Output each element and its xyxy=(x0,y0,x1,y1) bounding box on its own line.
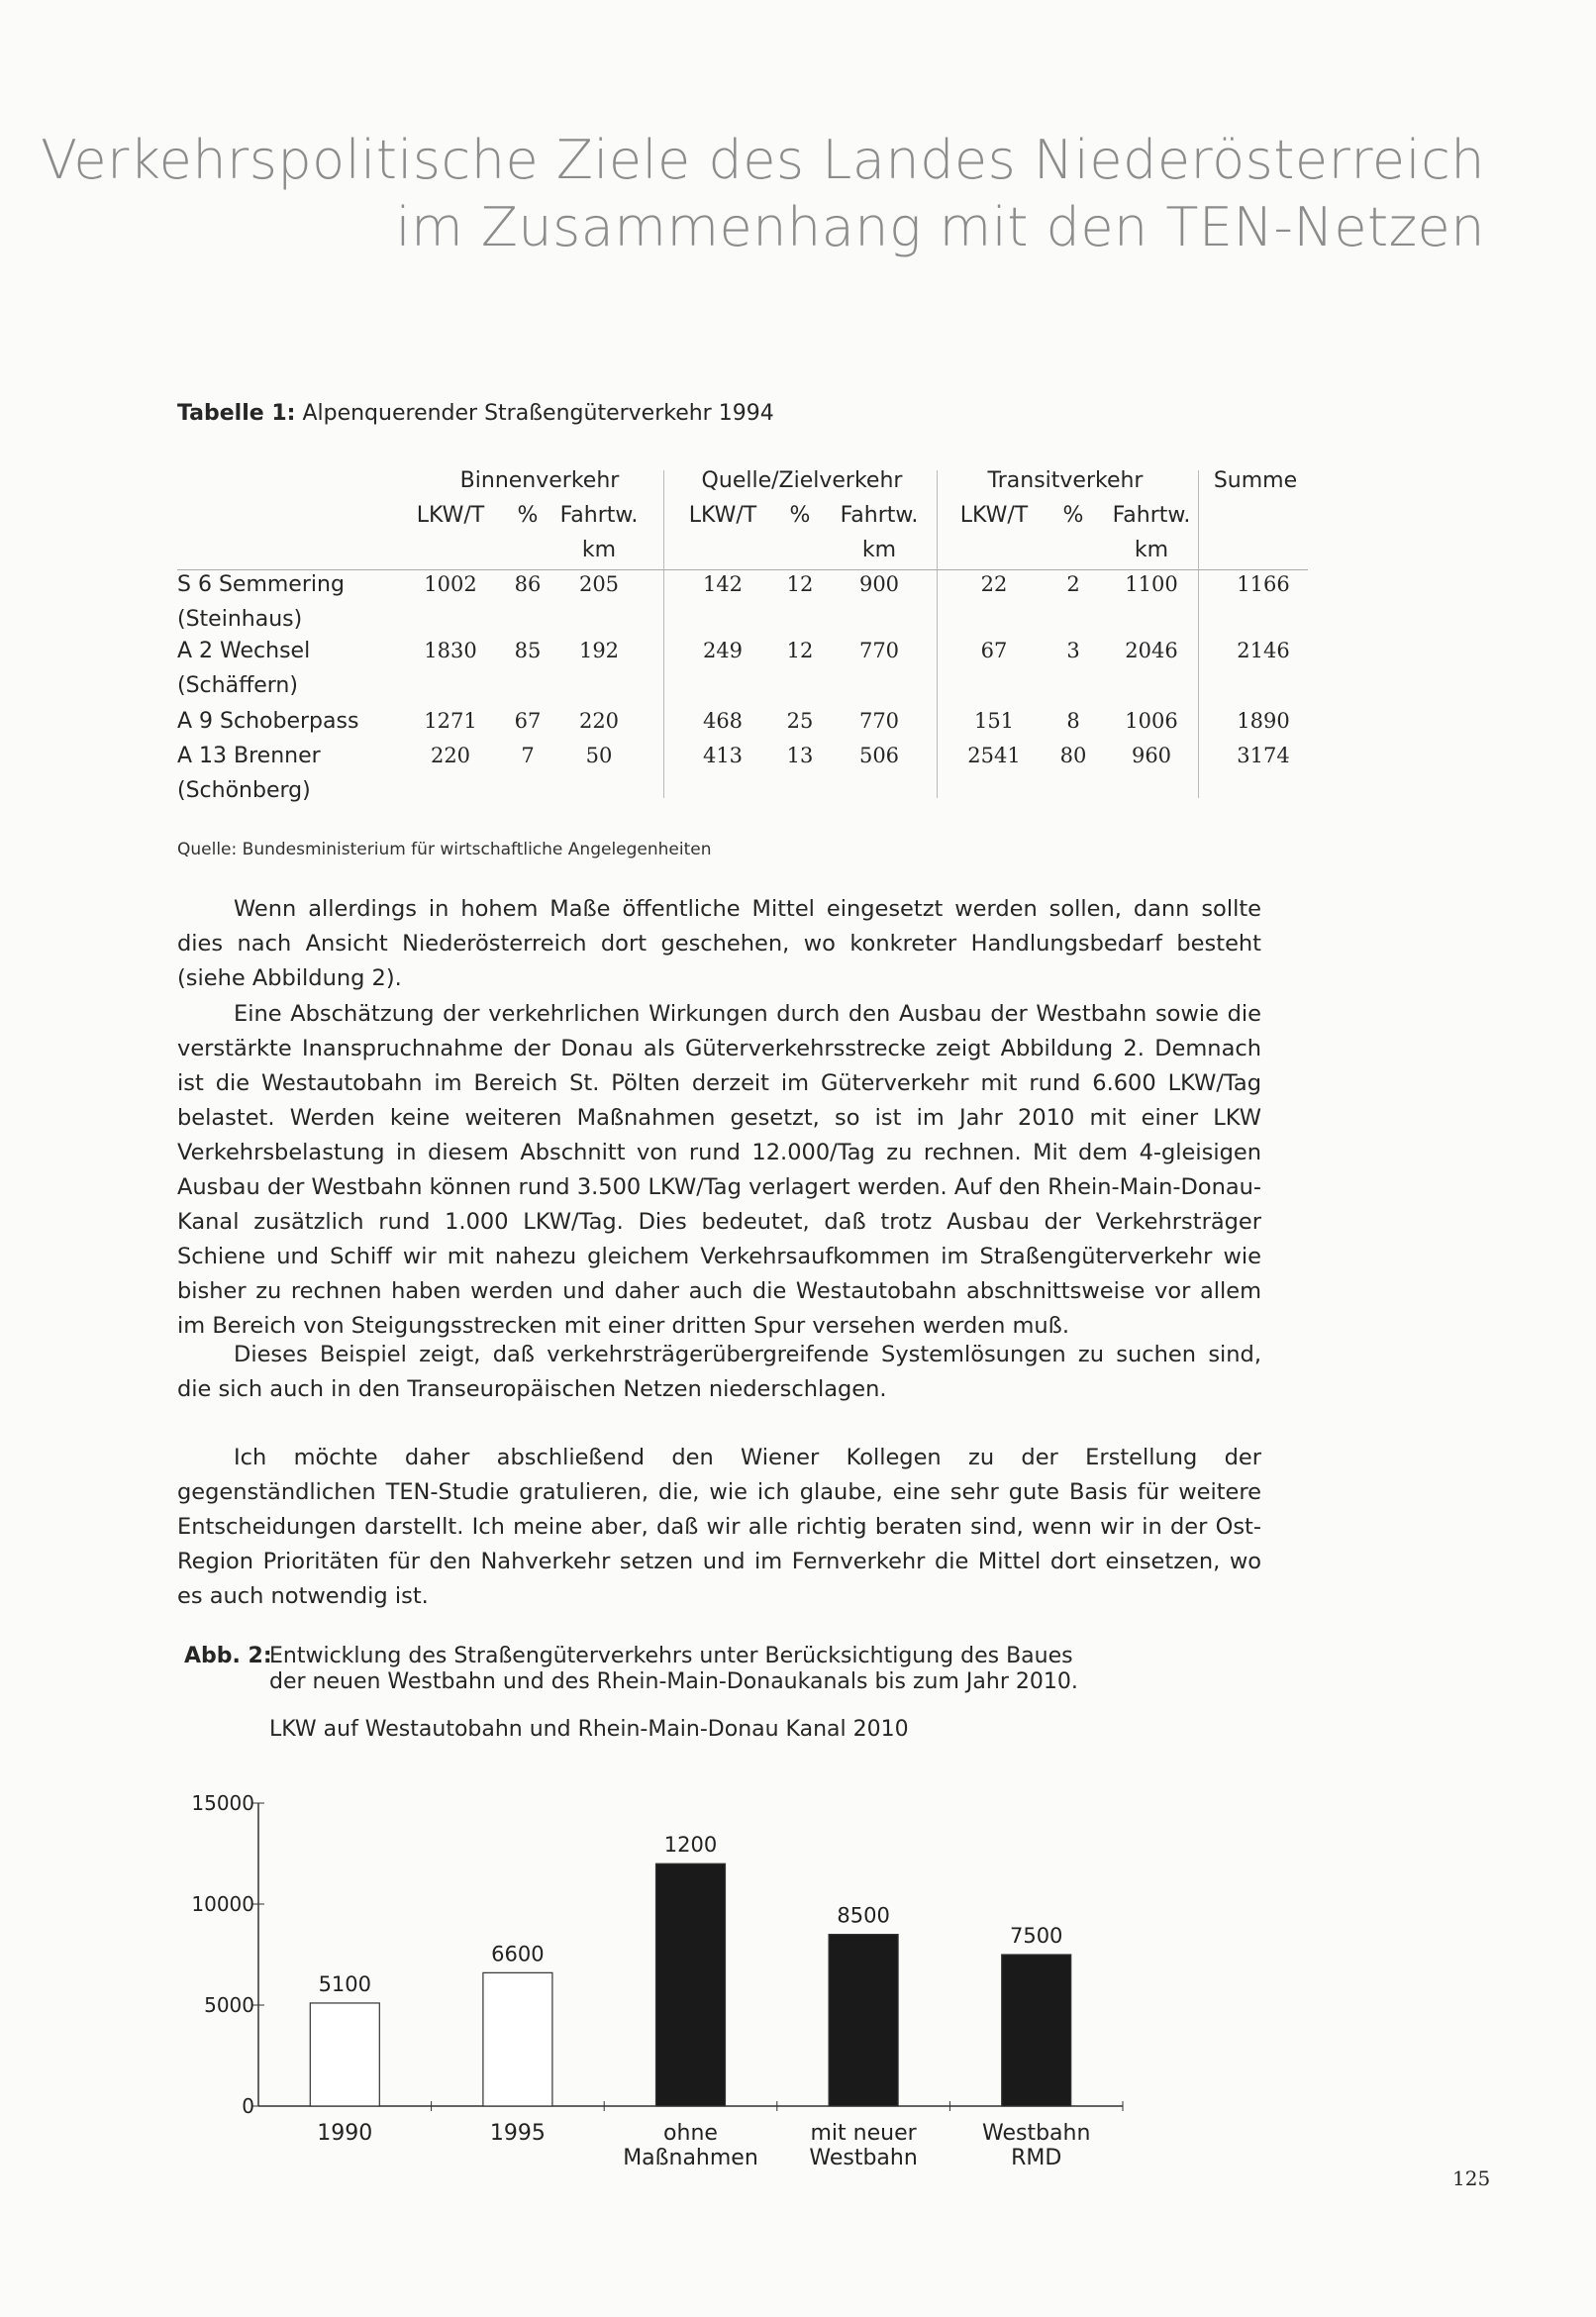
table-group-header: Quelle/Zielverkehr xyxy=(701,468,903,493)
bar xyxy=(656,1864,726,2106)
paragraph-1: Wenn allerdings in hohem Maße öffentliche Mittel eingesetzt werden sollen, dann sollte dies nach Ansicht Niederösterreich dort geschehen, wo konkreter Handlungsbedarf besteht (siehe Abbildung 2). xyxy=(177,896,1261,991)
paragraph-3: Dieses Beispiel zeigt, daß verkehrsträgerübergreifende Systemlösungen zu suchen sind, die sich auch in den Transeuropäischen Netzen niederschlagen. xyxy=(177,1342,1261,1402)
table-row-sublabel: (Schäffern) xyxy=(177,673,298,698)
table-column-header: Fahrtw. xyxy=(1112,503,1191,528)
page-title-line-1: Verkehrspolitische Ziele des Landes Niederösterreich xyxy=(41,129,1485,191)
page-number: 125 xyxy=(1452,2166,1491,2190)
table-cell: 205 xyxy=(578,572,620,596)
table-row-label: S 6 Semmering xyxy=(177,572,345,597)
table-column-header: LKW/T xyxy=(688,503,757,528)
table-column-header: % xyxy=(789,503,811,528)
table-cell: 50 xyxy=(585,744,613,767)
x-category-label: Westbahn xyxy=(809,2146,918,2170)
table-cell: 86 xyxy=(514,572,542,596)
table-column-header: % xyxy=(517,503,539,528)
figure-caption-line-1: Entwicklung des Straßengüterverkehrs unter Berücksichtigung des Baues xyxy=(269,1644,1073,1668)
table-cell: 900 xyxy=(858,572,900,596)
table-cell: 249 xyxy=(702,639,744,662)
table-column-header: LKW/T xyxy=(959,503,1029,528)
table-cell: 3 xyxy=(1066,639,1080,662)
table-cell: 2146 xyxy=(1237,639,1290,662)
table-cell: 413 xyxy=(702,744,744,767)
table-cell: 192 xyxy=(578,639,620,662)
table-cell: 960 xyxy=(1131,744,1172,767)
chart-title: LKW auf Westautobahn und Rhein-Main-Donau Kanal 2010 xyxy=(269,1717,909,1742)
table-caption-text: Alpenquerender Straßengüterverkehr 1994 xyxy=(302,401,774,426)
bar-value-label: 1200 xyxy=(663,1833,718,1858)
table-cell: 85 xyxy=(514,639,542,662)
bar xyxy=(1002,1955,1071,2106)
table-column-header: Fahrtw. xyxy=(559,503,639,528)
table-cell: 2541 xyxy=(967,744,1021,767)
x-category-label: Westbahn xyxy=(981,2121,1091,2146)
table-group-header: Summe xyxy=(1213,468,1298,493)
x-category-label: 1990 xyxy=(317,2121,373,2146)
table-row-label: A 9 Schoberpass xyxy=(177,709,359,734)
table-cell: 1002 xyxy=(424,572,477,596)
table-row-label: A 2 Wechsel xyxy=(177,639,311,663)
table-cell: 506 xyxy=(858,744,900,767)
figure-caption-label: Abb. 2: xyxy=(184,1644,272,1668)
table-cell: 12 xyxy=(786,639,814,662)
table-row-label: A 13 Brenner xyxy=(177,744,321,768)
table-cell: 1166 xyxy=(1237,572,1290,596)
figure-caption-line-2: der neuen Westbahn und des Rhein-Main-Donaukanals bis zum Jahr 2010. xyxy=(269,1669,1078,1694)
bar xyxy=(310,2003,379,2106)
table-column-header: Fahrtw. xyxy=(840,503,919,528)
table-cell: 1006 xyxy=(1125,709,1178,733)
table-column-header: % xyxy=(1062,503,1084,528)
y-tick-label: 0 xyxy=(242,2094,254,2118)
table-cell: 12 xyxy=(786,572,814,596)
bar-value-label: 5100 xyxy=(318,1971,372,1996)
x-category-label: Maßnahmen xyxy=(623,2146,758,2170)
table-cell: 1830 xyxy=(424,639,477,662)
table-unit-header: km xyxy=(861,538,897,562)
table-cell: 1890 xyxy=(1237,709,1290,733)
bar xyxy=(483,1972,552,2106)
y-tick-label: 5000 xyxy=(204,1993,254,2017)
page-title-line-2: im Zusammenhang mit den TEN-Netzen xyxy=(395,196,1485,258)
table-cell: 3174 xyxy=(1237,744,1290,767)
bar-value-label: 6600 xyxy=(491,1942,545,1966)
table-row-sublabel: (Steinhaus) xyxy=(177,607,303,632)
paragraph-2: Eine Abschätzung der verkehrlichen Wirkungen durch den Ausbau der Westbahn sowie die verstärkte Inanspruchnahme der Donau als Güterverkehrsstrecke zeigt Abbildung 2. Demnach ist die Westautobahn im Bereich St. Pölten derzeit im Güterverkehr mit rund 6.600 LKW/Tag belastet. Werden keine weiteren Maßnahmen gesetzt, so ist im Jahr 2010 mit einer LKW Verkehrsbelastung in diesem Abschnitt von rund 12.000/Tag zu rechnen. Mit dem 4-gleisigen Ausbau der Westbahn können rund 3.500 LKW/Tag verlagert werden. Auf den Rhein-Main-Donau-Kanal zusätzlich rund 1.000 LKW/Tag. Dies bedeutet, daß trotz Ausbau der Verkehrsträger Schiene und Schiff wir mit nahezu gleichem Verkehrsaufkommen im Straßengüterverkehr wie bisher zu rechnen haben werden und daher auch die Westautobahn abschnittsweise vor allem im Bereich von Steigungsstrecken mit einer dritten Spur versehen werden muß. xyxy=(177,1001,1261,1339)
table-cell: 2046 xyxy=(1125,639,1178,662)
x-category-label: ohne xyxy=(663,2121,718,2146)
paragraph-4: Ich möchte daher abschließend den Wiener Kollegen zu der Erstellung der gegenständlichen TEN-Studie gratulieren, die, wie ich glaube, eine sehr gute Basis für weitere Entscheidungen darstellt. Ich meine aber, daß wir alle richtig beraten sind, wenn wir in der Ost-Region Prioritäten für den Nahverkehr setzen und im Fernverkehr die Mittel dort einsetzen, wo es auch notwendig ist. xyxy=(177,1445,1261,1609)
x-category-label: mit neuer xyxy=(810,2121,917,2146)
x-category-label: 1995 xyxy=(489,2121,546,2146)
x-category-label: RMD xyxy=(1011,2146,1062,2170)
table-cell: 8 xyxy=(1066,709,1080,733)
table-cell: 770 xyxy=(858,639,900,662)
table-cell: 142 xyxy=(702,572,744,596)
table-unit-header: km xyxy=(1134,538,1169,562)
y-tick-label: 10000 xyxy=(191,1892,254,1916)
table-cell: 1271 xyxy=(424,709,477,733)
table-cell: 2 xyxy=(1066,572,1080,596)
table-cell: 67 xyxy=(980,639,1008,662)
table-column-header: LKW/T xyxy=(416,503,485,528)
table-unit-header: km xyxy=(581,538,617,562)
table-cell: 220 xyxy=(430,744,471,767)
table-cell: 67 xyxy=(514,709,542,733)
table-group-header: Binnenverkehr xyxy=(459,468,620,493)
table-caption-label: Tabelle 1: xyxy=(177,401,296,426)
table-cell: 25 xyxy=(786,709,814,733)
y-tick-label: 15000 xyxy=(191,1791,254,1815)
table-source: Quelle: Bundesministerium für wirtschaftliche Angelegenheiten xyxy=(177,840,712,859)
table-cell: 1100 xyxy=(1125,572,1178,596)
table-cell: 13 xyxy=(786,744,814,767)
table-cell: 22 xyxy=(980,572,1008,596)
bar-value-label: 8500 xyxy=(837,1903,890,1928)
table-group-header: Transitverkehr xyxy=(987,468,1144,493)
table-row-sublabel: (Schönberg) xyxy=(177,778,311,803)
table-cell: 80 xyxy=(1059,744,1087,767)
table-cell: 770 xyxy=(858,709,900,733)
bar-value-label: 7500 xyxy=(1009,1924,1063,1948)
table-cell: 151 xyxy=(973,709,1015,733)
table-cell: 7 xyxy=(521,744,535,767)
table-cell: 468 xyxy=(702,709,744,733)
table-cell: 220 xyxy=(578,709,620,733)
bar xyxy=(829,1935,898,2106)
